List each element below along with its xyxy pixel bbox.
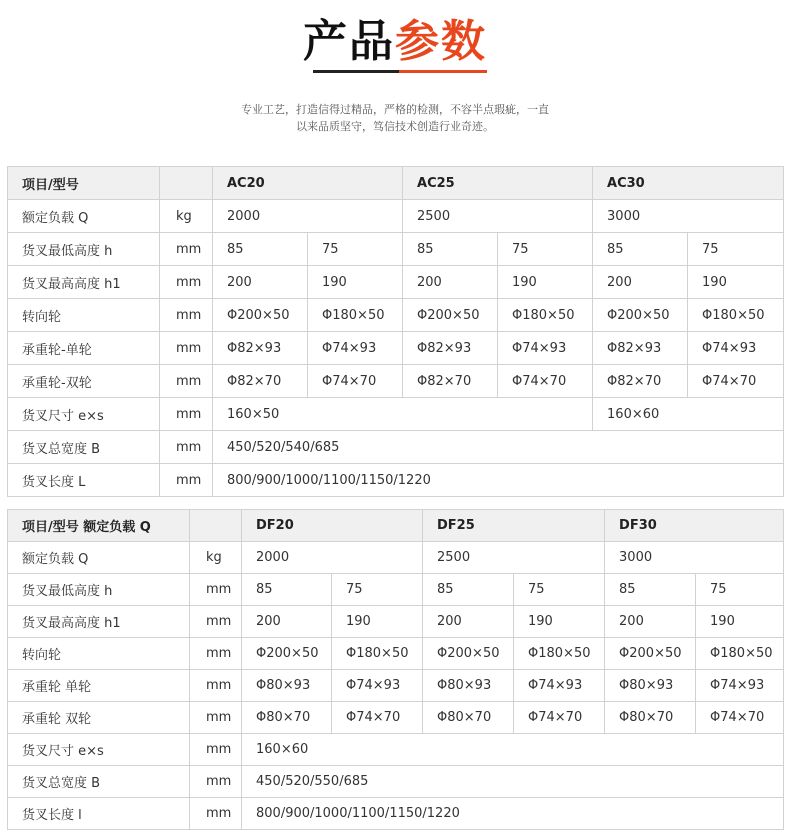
cell-value: 190 bbox=[696, 606, 784, 638]
cell-value: 200 bbox=[242, 606, 332, 638]
page-title bbox=[0, 14, 790, 70]
cell-value: 200 bbox=[593, 266, 688, 299]
row-unit: mm bbox=[190, 606, 242, 638]
cell-value: Φ180×50 bbox=[514, 638, 605, 670]
row-unit: mm bbox=[160, 233, 213, 266]
spec-table-df bbox=[7, 509, 784, 830]
row-label: 额定负载 Q bbox=[8, 200, 160, 233]
cell-value: Φ180×50 bbox=[696, 638, 784, 670]
row-label: 承重轮-单轮 bbox=[8, 332, 160, 365]
table-row bbox=[8, 574, 784, 606]
row-unit: mm bbox=[190, 638, 242, 670]
row-label: 货叉最高高度 h1 bbox=[8, 266, 160, 299]
header-model: DF20 bbox=[242, 510, 423, 542]
cell-value: 85 bbox=[403, 233, 498, 266]
row-label: 货叉总宽度 B bbox=[8, 431, 160, 464]
cell-value: Φ200×50 bbox=[593, 299, 688, 332]
cell-value: Φ80×70 bbox=[423, 702, 514, 734]
table-row bbox=[8, 734, 784, 766]
subtitle bbox=[0, 101, 790, 135]
title-part-1: 产品 bbox=[303, 16, 395, 67]
header-unit bbox=[190, 510, 242, 542]
table-row bbox=[8, 398, 784, 431]
cell-value: Φ200×50 bbox=[423, 638, 514, 670]
table-row bbox=[8, 606, 784, 638]
cell-value: 2000 bbox=[213, 200, 403, 233]
cell-value: Φ74×70 bbox=[688, 365, 784, 398]
cell-value: 200 bbox=[213, 266, 308, 299]
row-label: 承重轮 双轮 bbox=[8, 702, 190, 734]
table-row bbox=[8, 200, 784, 233]
row-unit: mm bbox=[160, 266, 213, 299]
table-row bbox=[8, 332, 784, 365]
cell-value: Φ74×93 bbox=[308, 332, 403, 365]
header-item-model: 项目/型号 bbox=[8, 167, 160, 200]
table-header-row bbox=[8, 510, 784, 542]
cell-value: 190 bbox=[498, 266, 593, 299]
subtitle-line-2: 以来品质坚守，笃信技术创造行业奇迹。 bbox=[296, 120, 494, 133]
cell-value: Φ82×70 bbox=[403, 365, 498, 398]
cell-value: 450/520/550/685 bbox=[242, 766, 784, 798]
cell-value: Φ74×70 bbox=[308, 365, 403, 398]
cell-value: Φ200×50 bbox=[213, 299, 308, 332]
row-label: 额定负载 Q bbox=[8, 542, 190, 574]
cell-value: Φ74×70 bbox=[696, 702, 784, 734]
cell-value: 190 bbox=[308, 266, 403, 299]
cell-value: Φ180×50 bbox=[308, 299, 403, 332]
cell-value: Φ82×93 bbox=[403, 332, 498, 365]
cell-value: 85 bbox=[242, 574, 332, 606]
cell-value: 800/900/1000/1100/1150/1220 bbox=[242, 798, 784, 830]
cell-value: 85 bbox=[423, 574, 514, 606]
cell-value: Φ180×50 bbox=[688, 299, 784, 332]
cell-value: 75 bbox=[498, 233, 593, 266]
cell-value: 75 bbox=[308, 233, 403, 266]
cell-value: 190 bbox=[332, 606, 423, 638]
table-row bbox=[8, 798, 784, 830]
table-row bbox=[8, 766, 784, 798]
row-label: 货叉最高高度 h1 bbox=[8, 606, 190, 638]
cell-value: 3000 bbox=[605, 542, 784, 574]
row-label: 货叉尺寸 e×s bbox=[8, 398, 160, 431]
cell-value: Φ200×50 bbox=[403, 299, 498, 332]
table-row bbox=[8, 431, 784, 464]
row-unit: mm bbox=[160, 464, 213, 497]
row-unit: mm bbox=[190, 798, 242, 830]
cell-value: 85 bbox=[593, 233, 688, 266]
row-label: 货叉尺寸 e×s bbox=[8, 734, 190, 766]
cell-value: Φ82×70 bbox=[593, 365, 688, 398]
row-label: 转向轮 bbox=[8, 638, 190, 670]
cell-value: 85 bbox=[605, 574, 696, 606]
row-label: 承重轮 单轮 bbox=[8, 670, 190, 702]
table-row bbox=[8, 542, 784, 574]
cell-value: Φ82×93 bbox=[213, 332, 308, 365]
cell-value: 75 bbox=[688, 233, 784, 266]
row-label: 货叉最低高度 h bbox=[8, 574, 190, 606]
cell-value: Φ82×93 bbox=[593, 332, 688, 365]
cell-value: 85 bbox=[213, 233, 308, 266]
cell-value: Φ74×70 bbox=[332, 702, 423, 734]
row-label: 货叉总宽度 B bbox=[8, 766, 190, 798]
row-unit: mm bbox=[160, 365, 213, 398]
table-row bbox=[8, 670, 784, 702]
table-row bbox=[8, 233, 784, 266]
cell-value: 75 bbox=[332, 574, 423, 606]
row-unit: mm bbox=[190, 734, 242, 766]
table-row bbox=[8, 638, 784, 670]
row-label: 货叉长度 l bbox=[8, 798, 190, 830]
row-unit: mm bbox=[160, 431, 213, 464]
cell-value: Φ80×93 bbox=[423, 670, 514, 702]
table-row bbox=[8, 299, 784, 332]
cell-value: Φ80×70 bbox=[605, 702, 696, 734]
cell-value: 3000 bbox=[593, 200, 784, 233]
row-label: 货叉长度 L bbox=[8, 464, 160, 497]
subtitle-line-1: 专业工艺，打造信得过精品，严格的检测，不容半点瑕疵，一直 bbox=[241, 103, 549, 116]
cell-value: Φ80×70 bbox=[242, 702, 332, 734]
table-row bbox=[8, 365, 784, 398]
cell-value: 190 bbox=[514, 606, 605, 638]
spec-table-ac bbox=[7, 166, 784, 497]
table-row bbox=[8, 464, 784, 497]
title-underline-accent bbox=[399, 70, 487, 73]
cell-value: Φ82×70 bbox=[213, 365, 308, 398]
cell-value: 160×60 bbox=[242, 734, 784, 766]
cell-value: 75 bbox=[514, 574, 605, 606]
row-unit: mm bbox=[190, 670, 242, 702]
page-header bbox=[0, 0, 790, 160]
cell-value: 2500 bbox=[423, 542, 605, 574]
cell-value: Φ74×93 bbox=[332, 670, 423, 702]
title-underline-dark bbox=[313, 70, 399, 73]
cell-value: Φ74×93 bbox=[696, 670, 784, 702]
cell-value: 160×60 bbox=[593, 398, 784, 431]
cell-value: Φ180×50 bbox=[332, 638, 423, 670]
header-unit bbox=[160, 167, 213, 200]
cell-value: 200 bbox=[605, 606, 696, 638]
cell-value: 75 bbox=[696, 574, 784, 606]
header-item-model: 项目/型号 额定负载 Q bbox=[8, 510, 190, 542]
header-model: DF25 bbox=[423, 510, 605, 542]
cell-value: Φ200×50 bbox=[242, 638, 332, 670]
cell-value: 2000 bbox=[242, 542, 423, 574]
row-label: 转向轮 bbox=[8, 299, 160, 332]
row-unit: mm bbox=[190, 574, 242, 606]
table-row bbox=[8, 266, 784, 299]
header-model: DF30 bbox=[605, 510, 784, 542]
cell-value: Φ74×93 bbox=[498, 332, 593, 365]
row-unit: mm bbox=[160, 398, 213, 431]
row-unit: mm bbox=[190, 702, 242, 734]
cell-value: 200 bbox=[423, 606, 514, 638]
cell-value: 200 bbox=[403, 266, 498, 299]
row-unit: mm bbox=[190, 766, 242, 798]
cell-value: Φ180×50 bbox=[498, 299, 593, 332]
header-model: AC30 bbox=[593, 167, 784, 200]
header-model: AC25 bbox=[403, 167, 593, 200]
row-label: 货叉最低高度 h bbox=[8, 233, 160, 266]
row-label: 承重轮-双轮 bbox=[8, 365, 160, 398]
cell-value: Φ74×70 bbox=[498, 365, 593, 398]
cell-value: 160×50 bbox=[213, 398, 593, 431]
row-unit: mm bbox=[160, 299, 213, 332]
title-part-2-accent: 参数 bbox=[395, 16, 487, 67]
row-unit: kg bbox=[160, 200, 213, 233]
cell-value: Φ80×93 bbox=[242, 670, 332, 702]
cell-value: Φ200×50 bbox=[605, 638, 696, 670]
header-model: AC20 bbox=[213, 167, 403, 200]
table-row bbox=[8, 702, 784, 734]
cell-value: 450/520/540/685 bbox=[213, 431, 784, 464]
cell-value: 190 bbox=[688, 266, 784, 299]
cell-value: Φ80×93 bbox=[605, 670, 696, 702]
cell-value: Φ74×93 bbox=[514, 670, 605, 702]
row-unit: mm bbox=[160, 332, 213, 365]
table-header-row bbox=[8, 167, 784, 200]
row-unit: kg bbox=[190, 542, 242, 574]
cell-value: Φ74×70 bbox=[514, 702, 605, 734]
cell-value: Φ74×93 bbox=[688, 332, 784, 365]
cell-value: 800/900/1000/1100/1150/1220 bbox=[213, 464, 784, 497]
cell-value: 2500 bbox=[403, 200, 593, 233]
